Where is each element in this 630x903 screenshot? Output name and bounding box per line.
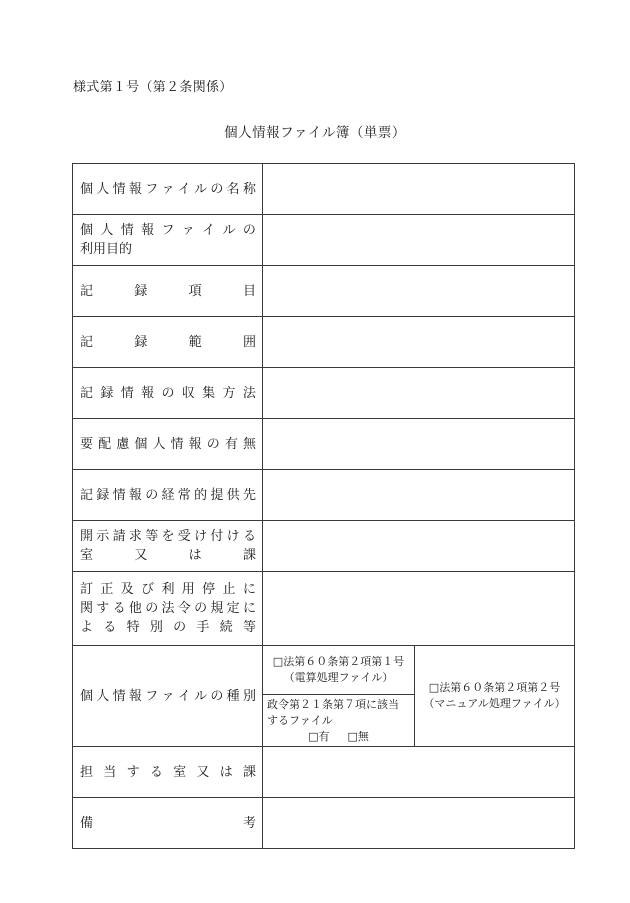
- label-char: 等: [145, 529, 159, 544]
- label-char: 他: [128, 601, 142, 616]
- label-char: 令: [177, 601, 191, 616]
- label-char: 人: [152, 436, 166, 452]
- label-char: 供: [226, 487, 240, 503]
- label-char: 情: [112, 487, 126, 503]
- row-file-type: [73, 646, 575, 747]
- label-char: 考: [242, 815, 256, 831]
- label-char: 規: [210, 601, 224, 616]
- label-char: ル: [194, 688, 208, 704]
- register-table: [72, 163, 575, 849]
- label-char: す: [126, 764, 140, 780]
- label-char: 求: [128, 529, 142, 544]
- value-disclosure[interactable]: [263, 521, 575, 572]
- label-char: 止: [222, 582, 236, 597]
- row-disclosure: [73, 521, 575, 572]
- label-char: 先: [242, 487, 256, 503]
- label-char: 又: [134, 548, 148, 563]
- label-char: 個: [80, 181, 94, 197]
- label-char: 関: [80, 601, 94, 616]
- label-char: 提: [210, 487, 224, 503]
- label-char: に: [242, 601, 256, 616]
- row-purpose: [73, 215, 575, 266]
- row-items: [73, 266, 575, 317]
- label-char: る: [242, 529, 256, 544]
- label-char: 収: [181, 385, 195, 401]
- label-char: 録: [96, 487, 110, 503]
- value-purpose[interactable]: [263, 215, 575, 266]
- label-char: は: [219, 764, 233, 780]
- label-char: 報: [188, 436, 202, 452]
- label-char: 担: [80, 764, 94, 780]
- row-correction: [73, 572, 575, 646]
- label-char: 要: [80, 436, 94, 452]
- label-remarks: [73, 798, 263, 849]
- label-char: 名: [226, 181, 240, 197]
- label-char: 個: [80, 688, 94, 704]
- value-file-name[interactable]: [263, 164, 575, 215]
- label-char: 又: [196, 764, 210, 780]
- label-char: ァ: [161, 181, 175, 197]
- row-scope: [73, 317, 575, 368]
- label-char: 室: [80, 548, 94, 563]
- label-purpose: [73, 215, 263, 266]
- row-collection: [73, 368, 575, 419]
- label-char: 称: [242, 181, 256, 197]
- checkbox-yes[interactable]: □有: [308, 730, 330, 743]
- label-char: 経: [161, 487, 175, 503]
- label-char: を: [161, 529, 175, 544]
- option-electronic-label: □法第６０条第２項第１号: [272, 655, 405, 668]
- label-char: 情: [112, 688, 126, 704]
- label-char: 的: [194, 487, 208, 503]
- label-sensitive: [73, 419, 263, 470]
- label-char: 種: [226, 688, 240, 704]
- label-char: 停: [202, 582, 216, 597]
- label-char: 項: [188, 283, 202, 299]
- label-file-name: [73, 164, 263, 215]
- value-remarks[interactable]: [263, 798, 575, 849]
- label-char: 利: [161, 582, 175, 597]
- label-char: 人: [96, 688, 110, 704]
- label-char: 手: [196, 620, 210, 635]
- label-char: 記: [80, 487, 94, 503]
- option-manual-label: □法第６０条第２項第２号: [428, 681, 561, 694]
- label-char: ル: [222, 223, 236, 238]
- label-char: 人: [96, 181, 110, 197]
- label-char: 正: [100, 582, 114, 597]
- label-char: の: [173, 620, 187, 635]
- label-char: ァ: [161, 688, 175, 704]
- row-department: [73, 747, 575, 798]
- label-char: に: [242, 582, 256, 597]
- label-char: 囲: [242, 334, 256, 350]
- label-char: ァ: [181, 223, 195, 238]
- label-char: の: [145, 601, 159, 616]
- label-char: よ: [80, 620, 94, 635]
- label-char: 用: [181, 582, 195, 597]
- label-char: 報: [141, 223, 155, 238]
- row-file-name: [73, 164, 575, 215]
- label-char: け: [194, 529, 208, 544]
- label-char: の: [161, 385, 175, 401]
- cabinet-order-section: [263, 695, 414, 746]
- label-department: [73, 747, 263, 798]
- label-char: イ: [177, 181, 191, 197]
- label-char: 報: [128, 487, 142, 503]
- label-char: 集: [202, 385, 216, 401]
- option-manual-sub: （マニュアル処理ファイル）: [423, 697, 566, 710]
- row-remarks: [73, 798, 575, 849]
- label-char: 課: [242, 548, 256, 563]
- cabinet-order-line1: 政令第２１条第７項に該当: [267, 698, 399, 711]
- label-char: 等: [242, 620, 256, 635]
- label-correction: [73, 572, 263, 646]
- label-char: 報: [128, 181, 142, 197]
- label-char: 範: [188, 334, 202, 350]
- label-char: 及: [120, 582, 134, 597]
- label-char: 当: [103, 764, 117, 780]
- form-title: 個人情報ファイル簿（単票）: [224, 125, 406, 141]
- form-number: 様式第１号（第２条関係）: [73, 80, 233, 95]
- label-char: 課: [242, 764, 256, 780]
- label-items: [73, 266, 263, 317]
- row-provision: [73, 470, 575, 521]
- label-char: 開: [80, 529, 94, 544]
- label-char: 法: [242, 385, 256, 401]
- label-char: は: [188, 548, 202, 563]
- label-char: 個: [134, 436, 148, 452]
- label-char: 請: [112, 529, 126, 544]
- value-collection[interactable]: [263, 368, 575, 419]
- label-char: 方: [222, 385, 236, 401]
- label-char: 報: [141, 385, 155, 401]
- row-sensitive: [73, 419, 575, 470]
- label-char: 備: [80, 815, 94, 831]
- label-char: の: [242, 223, 256, 238]
- label-char: 配: [98, 436, 112, 452]
- label-char: 別: [242, 688, 256, 704]
- label-char: 情: [120, 223, 134, 238]
- label-char: の: [194, 601, 208, 616]
- label-char: の: [145, 487, 159, 503]
- label-file-type: [73, 646, 263, 747]
- label-char: 無: [242, 436, 256, 452]
- label-char: フ: [161, 223, 175, 238]
- label-char: の: [210, 688, 224, 704]
- label-provision: [73, 470, 263, 521]
- label-scope: [73, 317, 263, 368]
- label-char: 目: [242, 283, 256, 299]
- label-char: け: [226, 529, 240, 544]
- value-sensitive[interactable]: [263, 419, 575, 470]
- label-char: 法: [161, 601, 175, 616]
- label-char: ル: [194, 181, 208, 197]
- label-char: び: [141, 582, 155, 597]
- label-char: 情: [120, 385, 134, 401]
- label-char: 個: [80, 223, 94, 238]
- value-file-type: [263, 646, 575, 747]
- label-char: 定: [226, 601, 240, 616]
- label-char: す: [96, 601, 110, 616]
- label-disclosure: [73, 521, 263, 572]
- label-char: 記: [80, 283, 94, 299]
- label-char: 続: [219, 620, 233, 635]
- label-char: 人: [100, 223, 114, 238]
- label-char: の: [210, 181, 224, 197]
- label-purpose-line2: 利用目的: [80, 242, 133, 257]
- label-char: 情: [112, 181, 126, 197]
- value-department[interactable]: [263, 747, 575, 798]
- option-manual[interactable]: [415, 646, 574, 746]
- label-char: 情: [170, 436, 184, 452]
- label-char: 慮: [116, 436, 130, 452]
- label-char: 録: [134, 334, 148, 350]
- label-char: 有: [224, 436, 238, 452]
- label-char: の: [206, 436, 220, 452]
- label-char: る: [103, 620, 117, 635]
- label-char: 示: [96, 529, 110, 544]
- label-char: 記: [80, 385, 94, 401]
- label-char: る: [149, 764, 163, 780]
- label-char: 録: [100, 385, 114, 401]
- label-collection: [73, 368, 263, 419]
- value-scope[interactable]: [263, 317, 575, 368]
- cabinet-order-line2: するファイル: [267, 714, 333, 727]
- label-char: る: [112, 601, 126, 616]
- label-char: 常: [177, 487, 191, 503]
- label-char: フ: [145, 688, 159, 704]
- checkbox-no[interactable]: □無: [347, 730, 369, 743]
- label-char: フ: [145, 181, 159, 197]
- option-electronic[interactable]: [263, 646, 414, 695]
- label-char: イ: [202, 223, 216, 238]
- value-items[interactable]: [263, 266, 575, 317]
- label-char: 受: [177, 529, 191, 544]
- label-char: 特: [126, 620, 140, 635]
- label-char: 訂: [80, 582, 94, 597]
- label-char: 別: [149, 620, 163, 635]
- label-char: イ: [177, 688, 191, 704]
- label-char: 室: [173, 764, 187, 780]
- label-char: 付: [210, 529, 224, 544]
- value-provision[interactable]: [263, 470, 575, 521]
- label-char: 記: [80, 334, 94, 350]
- label-char: 報: [128, 688, 142, 704]
- label-char: 録: [134, 283, 148, 299]
- option-electronic-sub: （電算処理ファイル）: [283, 671, 394, 684]
- value-correction[interactable]: [263, 572, 575, 646]
